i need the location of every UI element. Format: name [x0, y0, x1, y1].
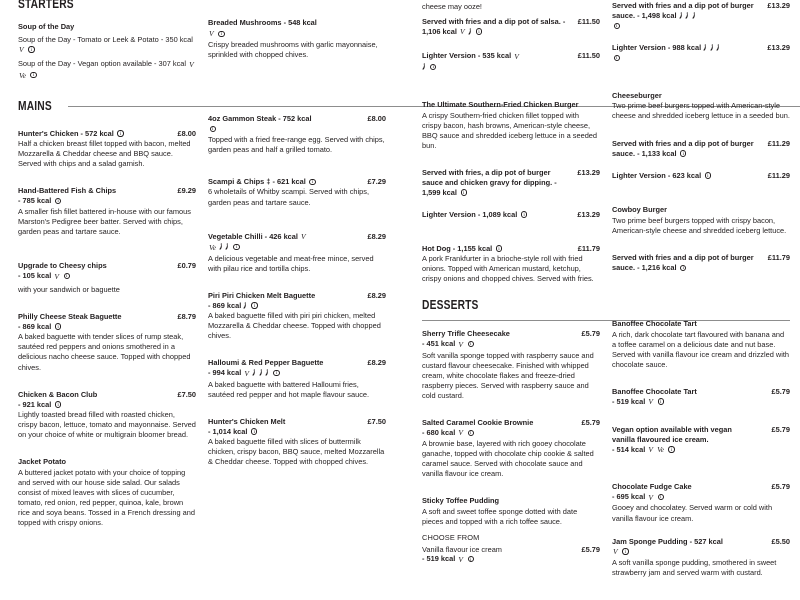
continued-text-fragment: cheese may ooze!	[422, 1, 482, 11]
item-name	[422, 17, 574, 38]
item-price: £8.00	[367, 114, 386, 124]
item-description: A smaller fish fillet battered in-house with our famous Marston's Pedigree beer batter. Served with chips, garden peas and tartare sauce.	[18, 206, 191, 236]
calorie-text: - 514 kcal	[612, 444, 646, 454]
vegan-icon: Ve	[209, 242, 216, 252]
menu-item[interactable]	[422, 168, 600, 198]
item-description: A pork Frankfurter in a brioche-style roll with fried onions. Topped with American mustard, ketchup, crispy onions and chopped chives. Served with fries.	[422, 254, 594, 284]
chilli-icon	[710, 44, 714, 51]
menu-column-left	[18, 0, 196, 537]
section-header-mains	[18, 98, 196, 115]
menu-item[interactable]	[18, 390, 196, 441]
item-description: A baked baguette with battered Halloumi fries, sautéed red pepper and hot maple flavour sauce.	[208, 379, 370, 399]
chilli-icon	[685, 12, 689, 19]
chilli-icon	[679, 12, 683, 19]
menu-item[interactable]	[422, 100, 600, 151]
calorie-text: - 785 kcal	[18, 196, 52, 206]
menu-column-mid-right	[422, 0, 600, 574]
chilli-icon	[692, 12, 696, 19]
item-name: Upgrade to Cheesy chips	[18, 261, 107, 271]
item-calories	[18, 271, 196, 282]
item-calories	[18, 196, 196, 206]
menu-item[interactable]	[208, 18, 386, 60]
item-name-text: Served with fries and a dip pot of burger sauce. - 1,216 kcal	[612, 253, 754, 273]
item-price: £7.50	[177, 389, 196, 399]
item-name: Cheeseburger	[612, 90, 662, 100]
menu-item[interactable]	[422, 51, 600, 72]
choice-name: Vanilla flavour ice cream	[422, 544, 502, 554]
info-icon[interactable]	[658, 398, 664, 404]
item-price: £13.29	[577, 209, 600, 219]
vegetarian-icon: V	[648, 397, 653, 407]
item-name: Sticky Toffee Pudding	[422, 496, 500, 506]
item-name-text: Served with fries and a dip pot of salsa. - 1,106 kcal	[422, 16, 566, 36]
item-price: £0.79	[177, 261, 196, 271]
item-name-text: Served with fries and a dip pot of burger sauce. - 1,133 kcal	[612, 138, 754, 158]
info-icon[interactable]	[521, 211, 527, 217]
item-price: £13.29	[767, 42, 790, 52]
vegetarian-icon: V	[648, 492, 653, 502]
info-icon[interactable]	[251, 428, 257, 434]
item-description: Two prime beef burgers topped with American-style cheese and shredded iceberg lettuce in a seeded bun.	[612, 101, 790, 121]
chilli-icon	[259, 369, 263, 376]
item-symbols	[422, 62, 600, 72]
item-name-text: Served with fries and a dip pot of burger sauce. - 1,498 kcal	[612, 1, 754, 20]
info-icon[interactable]	[251, 302, 257, 308]
item-price: £7.29	[367, 176, 386, 186]
item-price: £11.50	[577, 16, 600, 26]
item-price: £13.29	[767, 1, 790, 10]
item-price: £5.79	[771, 424, 790, 434]
item-description: A baked baguette with tender slices of rump steak, sautéed red peppers and onions smothered in a delicious nacho cheese sauce. Topped with chopped chives.	[18, 332, 191, 372]
chilli-icon	[265, 369, 269, 376]
item-symbols	[208, 29, 386, 40]
choice-price: £5.79	[581, 544, 600, 554]
info-icon[interactable]	[614, 23, 620, 29]
item-calories	[612, 492, 790, 503]
choice-calories	[422, 554, 600, 565]
info-icon[interactable]	[210, 126, 216, 132]
item-symbols	[612, 53, 790, 63]
info-icon[interactable]	[55, 323, 61, 329]
info-icon[interactable]	[233, 244, 239, 250]
menu-item[interactable]	[612, 139, 790, 159]
calorie-text: - 1,014 kcal	[208, 426, 248, 436]
info-icon[interactable]	[468, 341, 474, 347]
vegetarian-icon: V	[244, 368, 249, 378]
info-icon[interactable]	[64, 273, 70, 279]
item-description: A soft vanilla sponge pudding, smothered in sweet strawberry jam and served warm with custard.	[612, 557, 777, 577]
item-name	[612, 43, 763, 53]
menu-item[interactable]	[18, 22, 196, 81]
item-description: A crispy Southern-fried chicken fillet topped with crispy bacon, hash browns, American-style cheese, BBQ sauce and shredded iceberg lettuce in a seeded bun.	[422, 110, 598, 150]
menu-column-right	[612, 0, 790, 587]
item-name: Breaded Mushrooms - 548 kcal	[208, 18, 317, 27]
item-description: with your sandwich or baguette	[18, 284, 120, 294]
calorie-text: - 869 kcal	[208, 300, 242, 310]
section-title-desserts: DESSERTS	[422, 298, 479, 312]
item-price: £8.00	[177, 128, 196, 138]
info-icon[interactable]	[622, 548, 628, 554]
item-description: Topped with a fried free-range egg. Served with chips, garden peas and half a grilled tomato.	[208, 134, 385, 154]
item-name: Hunter's Chicken Melt	[208, 416, 286, 426]
vegetarian-icon: V	[458, 428, 463, 438]
item-calories	[612, 445, 790, 456]
item-description: Soft vanilla sponge topped with raspberry sauce and custard flavour cheesecake. Finished with whipped cream, white chocolate flakes and freeze-dried raspberry pieces. Served with raspberry sauce and cold custard.	[422, 350, 594, 400]
menu-item[interactable]	[422, 244, 600, 285]
vegetarian-icon: V	[458, 339, 463, 349]
item-name: Sherry Trifle Cheesecake	[422, 329, 510, 339]
menu-item[interactable]	[422, 329, 600, 401]
info-icon[interactable]	[468, 556, 474, 562]
item-name: 4oz Gammon Steak - 752 kcal	[208, 114, 312, 124]
item-calories	[422, 339, 600, 350]
chilli-icon	[703, 44, 707, 51]
item-price: £5.50	[771, 536, 790, 546]
calorie-text: - 451 kcal	[422, 339, 456, 349]
item-description: A delicious vegetable and meat-free mince, served with pilau rice and tortilla chips.	[208, 253, 374, 273]
menu-item[interactable]	[208, 232, 386, 274]
info-icon[interactable]	[218, 31, 224, 37]
item-name	[208, 232, 364, 243]
info-icon[interactable]	[28, 46, 34, 52]
info-icon[interactable]	[680, 150, 686, 156]
item-symbols	[612, 547, 790, 558]
chilli-icon	[252, 369, 256, 376]
item-price: £8.29	[367, 290, 386, 300]
menu-item[interactable]	[18, 457, 196, 528]
menu-item[interactable]	[422, 17, 600, 38]
chilli-icon	[225, 243, 229, 250]
item-name: Jacket Potato	[18, 457, 67, 467]
item-name: Vegan option available with vegan vanilla flavoured ice cream.	[612, 424, 732, 444]
item-price: £9.29	[177, 186, 196, 196]
vegan-icon: Ve	[657, 445, 664, 454]
item-name: Jam Sponge Pudding - 527 kcal	[612, 536, 723, 546]
menu-item[interactable]	[612, 387, 790, 408]
item-description: Gooey and chocolatey. Served warm or cold with vanilla flavour ice cream.	[612, 503, 773, 523]
item-description: Two prime beef burgers topped with crispy bacon, American-style cheese and shredded iceberg lettuce.	[612, 215, 787, 236]
item-name: Salted Caramel Cookie Brownie	[422, 417, 534, 427]
item-name: Chicken & Bacon Club	[18, 389, 98, 399]
info-icon[interactable]	[476, 28, 482, 34]
info-icon[interactable]	[30, 72, 36, 78]
item-symbols	[208, 242, 386, 253]
item-price: £8.29	[367, 231, 386, 241]
vegetarian-icon: V	[514, 51, 519, 61]
item-price: £7.50	[367, 416, 386, 426]
info-icon[interactable]	[309, 179, 315, 185]
vegetarian-icon: V	[189, 59, 194, 69]
menu-item[interactable]	[612, 171, 790, 181]
item-name	[208, 177, 364, 187]
item-price: £11.79	[767, 253, 790, 263]
menu-item[interactable]	[612, 91, 790, 122]
item-description: A brownie base, layered with rich gooey chocolate ganache, topped with chocolate chip cookie & salted caramel sauce. Served with chocolate sauce and vanilla flavour ice cream.	[422, 439, 594, 479]
item-price: £11.29	[767, 170, 790, 180]
item-price: £11.50	[577, 51, 600, 61]
calorie-text: - 680 kcal	[422, 427, 456, 437]
chilli-icon	[468, 28, 472, 35]
item-name-text: Vegetable Chilli - 426 kcal	[208, 231, 298, 241]
vegetarian-icon: V	[648, 445, 653, 454]
section-title-mains: MAINS	[18, 99, 52, 114]
menu-item[interactable]	[612, 425, 790, 456]
menu-item[interactable]	[208, 114, 386, 155]
item-price: £8.29	[367, 358, 386, 368]
section-header-starters	[18, 0, 196, 13]
info-icon[interactable]	[668, 446, 674, 452]
menu-item[interactable]	[208, 177, 386, 208]
vegetarian-icon: V	[458, 554, 463, 564]
item-calories	[612, 397, 790, 408]
calorie-text: - 519 kcal	[612, 396, 646, 406]
item-name: The Ultimate Southern-Fried Chicken Burger	[422, 100, 579, 110]
menu-item[interactable]	[18, 261, 196, 295]
item-name: Piri Piri Chicken Melt Baguette	[208, 290, 316, 300]
calorie-text: - 869 kcal	[18, 321, 52, 331]
item-description: A buttered jacket potato with your choice of topping and served with our house side salad. Our salads consist of mixed leaves with slices of cucumber, tomato, red onion, red pepper, quinoa, kale, brown rice and soya beans. Tossed in a French dressing and topped with crispy onions.	[18, 467, 195, 528]
info-icon[interactable]	[705, 172, 711, 178]
menu-item[interactable]	[18, 129, 196, 170]
item-name-text: Lighter Version - 988 kcal	[612, 42, 702, 52]
item-name: Banoffee Chocolate Tart	[612, 319, 697, 329]
choose-from-label: CHOOSE FROM	[422, 533, 480, 543]
item-calories	[208, 301, 386, 311]
item-name: Cowboy Burger	[612, 205, 668, 215]
item-name-text: Hot Dog - 1,155 kcal	[422, 243, 493, 253]
chilli-icon	[422, 63, 426, 70]
item-price: £5.79	[771, 482, 790, 492]
menu-item[interactable]	[612, 1, 790, 31]
calorie-text: - 105 kcal	[18, 271, 52, 281]
info-icon[interactable]	[55, 198, 61, 204]
item-name	[612, 253, 764, 273]
item-description: A soft and sweet toffee sponge dotted with date pieces and topped with a rich toffee sauce.	[422, 506, 578, 526]
calorie-text: - 519 kcal	[422, 554, 456, 564]
menu-item[interactable]	[612, 253, 790, 273]
item-name: Philly Cheese Steak Baguette	[18, 311, 122, 321]
menu-item[interactable]	[612, 319, 790, 370]
calorie-text: - 695 kcal	[612, 492, 646, 502]
item-description: A rich, dark chocolate tart flavoured with banana and a toffee caramel on a delicious date and nut base. Served with vanilla flavour ice cream and drizzled with chocolate sauce.	[612, 329, 790, 369]
item-calories	[18, 400, 196, 410]
info-icon[interactable]	[273, 370, 279, 376]
menu-item[interactable]	[208, 291, 386, 342]
item-name	[612, 171, 764, 181]
vegetarian-icon: V	[209, 29, 214, 39]
item-name-text: Lighter Version - 1,089 kcal	[422, 209, 518, 219]
item-calories	[208, 427, 386, 437]
vegetarian-icon: V	[54, 271, 59, 281]
item-calories	[18, 322, 196, 332]
item-name: Chocolate Fudge Cake	[612, 482, 692, 492]
section-title-starters: STARTERS	[18, 0, 74, 11]
item-name-text: Served with fries, a dip pot of burger sauce and chicken gravy for dipping. - 1,599 kcal	[422, 167, 557, 197]
menu-item[interactable]	[208, 417, 386, 468]
menu-item[interactable]	[612, 482, 790, 523]
info-icon[interactable]	[680, 265, 686, 271]
info-icon[interactable]	[468, 430, 474, 436]
menu-item[interactable]	[612, 205, 790, 236]
menu-item[interactable]	[612, 537, 790, 578]
item-price: £8.79	[177, 311, 196, 321]
item-variant	[18, 59, 196, 81]
item-name-text: Hunter's Chicken - 572 kcal	[18, 128, 114, 138]
item-price: £13.29	[577, 167, 600, 177]
vegan-icon: Ve	[19, 70, 26, 80]
vegetarian-icon: V	[19, 45, 24, 55]
menu-item[interactable]	[18, 186, 196, 237]
chilli-icon	[243, 302, 247, 309]
item-symbols	[208, 124, 386, 134]
info-icon[interactable]	[117, 130, 123, 136]
menu-item[interactable]	[18, 312, 196, 373]
item-name	[422, 244, 574, 254]
item-name: Halloumi & Red Pepper Baguette	[208, 358, 324, 368]
info-icon[interactable]	[55, 401, 61, 407]
menu-item[interactable]	[422, 210, 600, 220]
item-price: £11.29	[767, 138, 790, 148]
menu-item[interactable]	[208, 358, 386, 399]
item-name-text: Lighter Version - 623 kcal	[612, 170, 702, 180]
menu-item[interactable]	[422, 418, 600, 479]
item-name	[612, 139, 764, 159]
item-description: 6 wholetails of Whitby scampi. Served with chips, garden peas and tartare sauce.	[208, 187, 370, 207]
item-description: Crispy breaded mushrooms with garlic mayonnaise, sprinkled with chopped chives.	[208, 40, 378, 60]
item-price: £11.79	[577, 243, 600, 253]
info-icon[interactable]	[496, 245, 502, 251]
item-name: Hand-Battered Fish & Chips	[18, 186, 117, 196]
item-name	[422, 51, 574, 62]
item-description: Lightly toasted bread filled with roasted chicken, crispy bacon, lettuce, tomato and mayonnaise. Served on your choice of white or multigrain bloomer bread.	[18, 410, 196, 440]
item-calories	[422, 428, 600, 439]
menu-item[interactable]	[612, 43, 790, 63]
info-icon[interactable]	[614, 55, 620, 61]
info-icon[interactable]	[461, 189, 467, 195]
item-name	[18, 129, 174, 139]
calorie-text: - 921 kcal	[18, 399, 52, 409]
item-name-text: Scampi & Chips ‡ - 621 kcal	[208, 176, 306, 186]
item-calories	[208, 368, 386, 379]
variant-text: Soup of the Day - Tomato or Leek & Potato - 350 kcal	[18, 34, 193, 44]
item-name: Banoffee Chocolate Tart	[612, 386, 697, 396]
chilli-icon	[716, 44, 720, 51]
item-price: £5.79	[581, 329, 600, 339]
item-name: Soup of the Day	[18, 21, 75, 31]
vegetarian-icon: V	[301, 232, 306, 242]
item-variant	[18, 35, 196, 56]
item-price: £5.79	[771, 386, 790, 396]
item-description: A baked baguette filled with slices of buttermilk chicken, crispy bacon, BBQ sauce, melted Mozzarella & Cheddar cheese. Topped with chopped chives.	[208, 437, 385, 467]
info-icon[interactable]	[430, 64, 436, 70]
menu-column-mid-left	[208, 0, 386, 476]
vegetarian-icon: V	[460, 27, 465, 37]
chilli-icon	[219, 243, 223, 250]
item-description: Half a chicken breast fillet topped with bacon, melted Mozzarella & Cheddar cheese and BBQ sauce. Served with chips and a salad garnish.	[18, 139, 191, 169]
variant-text: Soup of the Day - Vegan option available - 307 kcal	[18, 59, 187, 69]
item-symbols	[612, 21, 790, 31]
item-name-text: Lighter Version - 535 kcal	[422, 51, 512, 61]
vegetarian-icon: V	[613, 547, 618, 557]
item-name	[422, 168, 573, 198]
menu-item[interactable]	[422, 496, 600, 565]
item-name	[612, 1, 763, 21]
calorie-text: - 994 kcal	[208, 368, 242, 378]
info-icon[interactable]	[658, 494, 664, 500]
item-price: £5.79	[581, 417, 600, 427]
item-name	[422, 210, 573, 220]
item-description: A baked baguette filled with piri piri chicken, melted Mozzarella & Cheddar cheese. Topped with chopped chives.	[208, 311, 381, 341]
